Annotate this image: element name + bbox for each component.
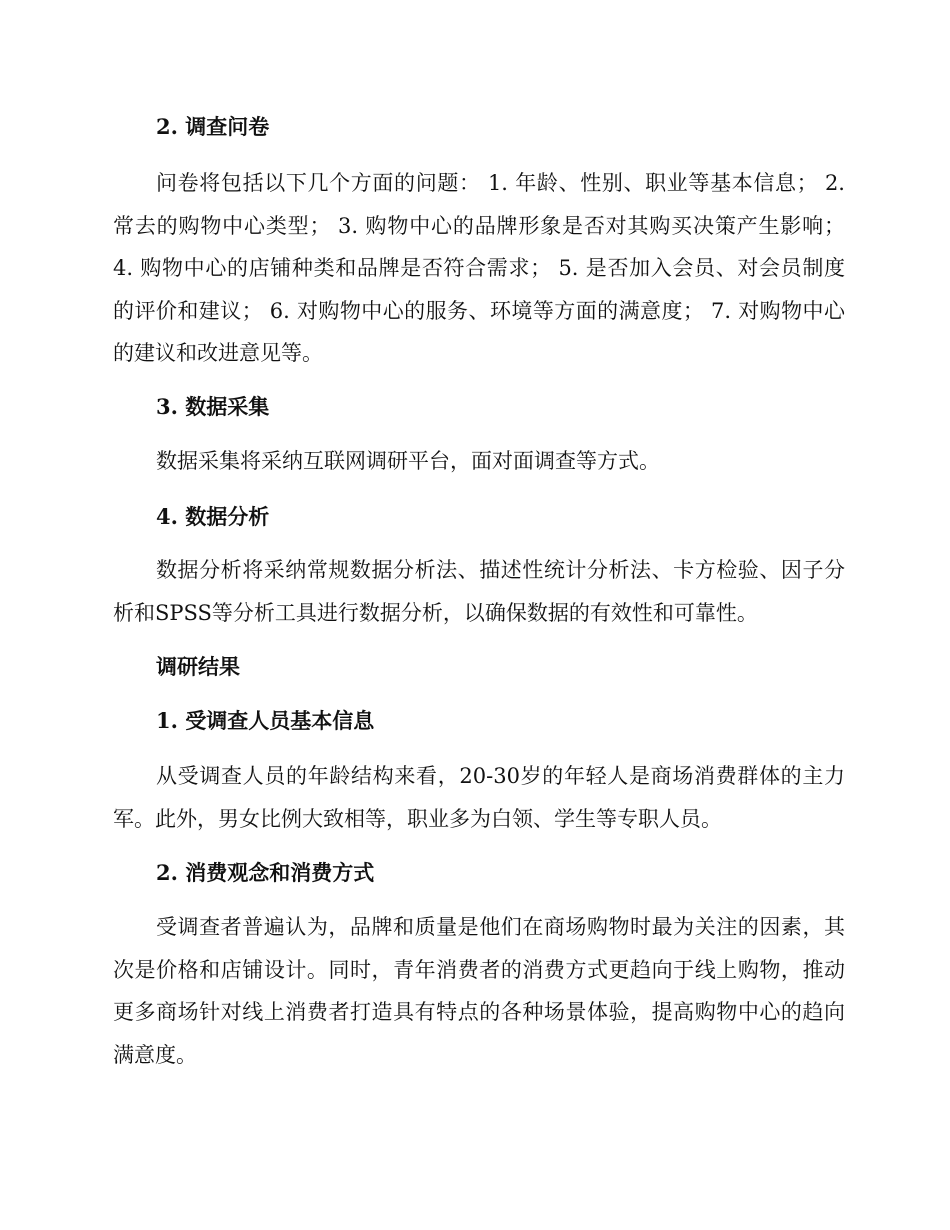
heading-basic-info: 1. 受调查人员基本信息 (156, 708, 375, 733)
paragraph-data-collection: 数据采集将采纳互联网调研平台，面对面调查等方式。 (156, 449, 660, 473)
paragraph-data-analysis: 数据分析将采纳常规数据分析法、描述性统计分析法、卡方检验、因子分析和SPSS等分析工具进行数据分析，以确保数据的有效性和可靠性。 (113, 558, 845, 625)
heading-questionnaire: 2. 调查问卷 (156, 114, 270, 139)
heading-data-collection: 3. 数据采集 (156, 394, 270, 419)
heading-data-analysis: 4. 数据分析 (156, 504, 270, 529)
heading-results: 调研结果 (156, 654, 240, 679)
paragraph-basic-info: 从受调查人员的年龄结构来看，20-30岁的年轻人是商场消费群体的主力军。此外，男女比例大致相等，职业多为白领、学生等专职人员。 (113, 764, 845, 831)
paragraph-consumption: 受调查者普遍认为，品牌和质量是他们在商场购物时最为关注的因素，其次是价格和店铺设计。同时，青年消费者的消费方式更趋向于线上购物，推动更多商场针对线上消费者打造具有特点的各种场景体验，提高购物中心的趋向满意度。 (113, 915, 845, 1067)
heading-consumption: 2. 消费观念和消费方式 (156, 860, 375, 885)
paragraph-questionnaire: 问卷将包括以下几个方面的问题： 1. 年龄、性别、职业等基本信息； 2. 常去的购物中心类型； 3. 购物中心的品牌形象是否对其购买决策产生影响； 4. 购物中心的店铺种类和品牌是否符合需求； 5. 是否加入会员、对会员制度的评价和建议； 6. 对购物中心的服务、环境等方面的满意度； 7. 对购物中心的建议和改进意见等。 (113, 171, 845, 365)
